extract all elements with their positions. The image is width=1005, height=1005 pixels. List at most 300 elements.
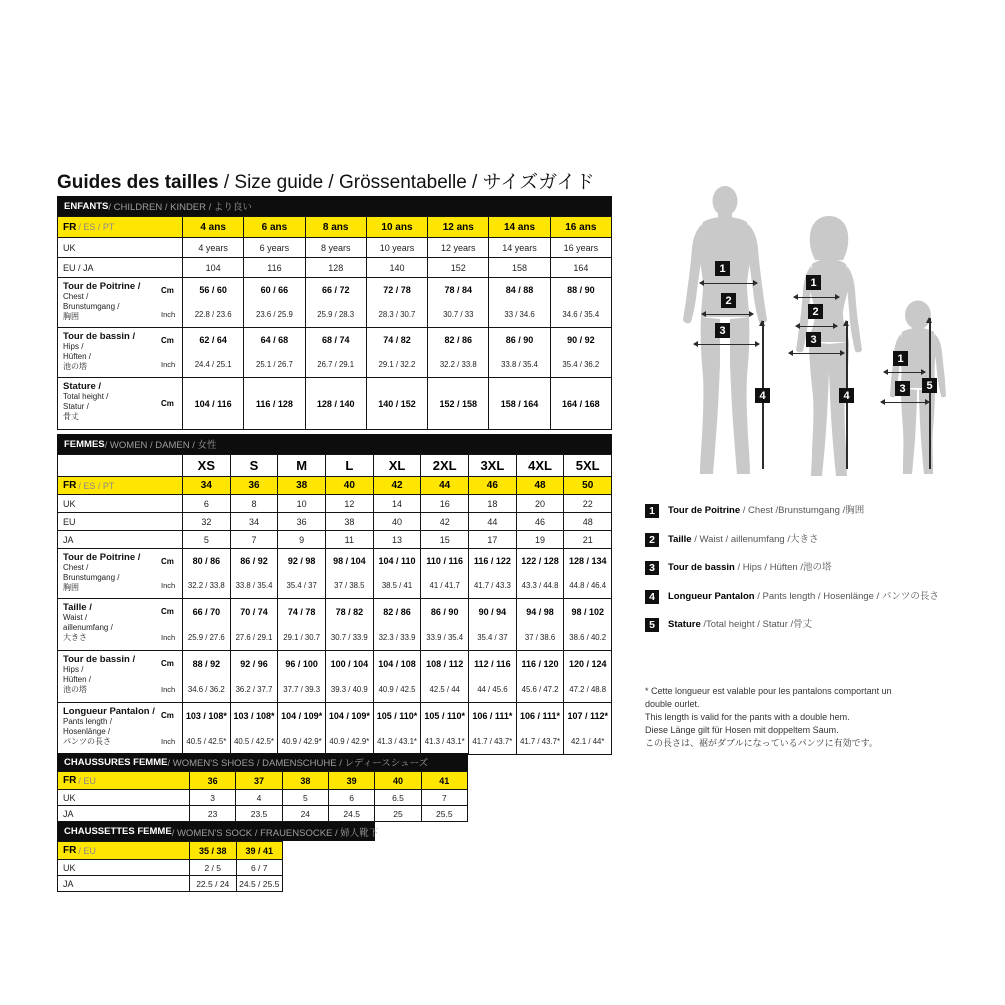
cm-value-cell: 112 / 116: [468, 651, 516, 677]
inch-value-cell: 38.6 / 40.2: [563, 625, 611, 651]
row-label: UK: [63, 862, 76, 873]
children-table-header-bar: [57, 196, 612, 216]
cm-value-cell: 110 / 116: [420, 549, 468, 574]
inch-value-cell: 28.3 / 30.7: [366, 303, 427, 328]
size-cell: 15: [420, 531, 468, 548]
cm-value-cell: 104 / 116: [182, 378, 243, 429]
measure-label-line: Brunstumgang /: [63, 302, 120, 311]
unit-label: Inch: [161, 632, 176, 642]
cm-value-cell: 74 / 82: [366, 328, 427, 353]
size-cell: 12: [325, 495, 373, 512]
size-cell: 42: [420, 513, 468, 530]
size-cell: 23.5: [235, 806, 281, 821]
inch-value-cell: 34.6 / 36.2: [182, 677, 230, 703]
inch-value-cell: 41.7 / 43.3: [468, 574, 516, 599]
child-hips-marker: 3: [895, 381, 910, 396]
inch-value-cell: 25.1 / 26.7: [243, 353, 304, 378]
cm-value-cell: 98 / 102: [563, 599, 611, 625]
legend-item-stature: [645, 618, 975, 632]
row-label-rest: / EU: [78, 775, 96, 786]
legend-number-badge: 2: [645, 533, 659, 547]
inch-value-cell: 24.4 / 25.1: [182, 353, 243, 378]
inch-value-cell: 35.4 / 36.2: [550, 353, 611, 378]
size-cell: 16 years: [550, 238, 611, 257]
measure-title: Tour de bassin /: [63, 331, 136, 342]
cm-value-cell: 105 / 110*: [373, 703, 421, 729]
cm-value-cell: 62 / 64: [182, 328, 243, 353]
size-cell: 6: [182, 495, 230, 512]
cm-value-cell: 94 / 98: [516, 599, 564, 625]
size-cell: 16: [420, 495, 468, 512]
footnote-line: double ourlet.: [645, 699, 700, 709]
size-cell: 5: [182, 531, 230, 548]
inch-value-cell: 32.2 / 33.8: [182, 574, 230, 599]
size-cell: 10 ans: [366, 217, 427, 237]
size-cell: 34: [182, 477, 230, 494]
measure-label-line: Brunstumgang /: [63, 573, 120, 582]
inch-value-cell: 41.3 / 43.1*: [373, 729, 421, 755]
size-cell: 4XL: [516, 455, 564, 476]
measure-title: Longueur Pantalon /: [63, 706, 155, 717]
size-cell: 6: [328, 790, 374, 805]
table-title-translations: / WOMEN'S SHOES / DAMENSCHUHE / レディースシューズ: [167, 758, 429, 769]
woman-waist-line: [796, 326, 837, 327]
measure-label-line: Statur /: [63, 402, 89, 411]
unit-label: Cm: [161, 399, 174, 408]
size-cell: 14 ans: [488, 217, 549, 237]
table-row-uk: [58, 237, 611, 257]
footnote-line: This length is valid for the pants with a double hem.: [645, 712, 850, 722]
size-cell: 7: [230, 531, 278, 548]
size-cell: 41: [421, 772, 467, 789]
table-row-uk: [58, 494, 611, 512]
table-title: CHAUSSURES FEMME: [64, 756, 168, 768]
size-cell: 46: [468, 477, 516, 494]
measure-label: [58, 328, 161, 377]
size-cell: 10 years: [366, 238, 427, 257]
size-cell: 36: [230, 477, 278, 494]
cm-value-cell: 88 / 90: [550, 278, 611, 303]
cm-value-cell: 70 / 74: [230, 599, 278, 625]
measure-label-line: 胸囲: [63, 583, 79, 592]
size-cell: 23: [189, 806, 235, 821]
woman-pants-length-marker: 4: [839, 388, 854, 403]
inch-value-cell: 35.4 / 37: [468, 625, 516, 651]
cm-value-cell: 78 / 84: [427, 278, 488, 303]
size-cell: 24: [282, 806, 328, 821]
size-cell: 152: [427, 258, 488, 277]
row-label: [58, 772, 189, 789]
inch-value-cell: 40.5 / 42.5*: [230, 729, 278, 755]
cm-value-cell: 86 / 90: [420, 599, 468, 625]
cm-value-cell: 122 / 128: [516, 549, 564, 574]
size-cell: 40: [373, 513, 421, 530]
size-cell: 6.5: [374, 790, 420, 805]
row-label: [58, 842, 189, 859]
measure-row-chest: [58, 548, 611, 598]
footnote-line: この長さは、裾がダブルになっているパンツに有効です。: [645, 738, 878, 748]
inch-value-cell: 42.1 / 44*: [563, 729, 611, 755]
inch-value-cell: 40.9 / 42.9*: [325, 729, 373, 755]
size-cell: 3XL: [468, 455, 516, 476]
inch-value-cell: 25.9 / 27.6: [182, 625, 230, 651]
table-title-translations: / WOMEN / DAMEN / 女性: [104, 440, 217, 451]
row-label: JA: [63, 808, 74, 819]
cm-value-cell: 64 / 68: [243, 328, 304, 353]
size-cell: 6 / 7: [236, 860, 283, 875]
inch-value-cell: 23.6 / 25.9: [243, 303, 304, 328]
cm-value-cell: 92 / 98: [277, 549, 325, 574]
legend-item-hips: [645, 561, 975, 575]
inch-value-cell: 37.7 / 39.3: [277, 677, 325, 703]
cm-value-cell: 82 / 86: [373, 599, 421, 625]
measure-label-line: Total height /: [63, 392, 109, 401]
row-label-empty: [58, 455, 182, 476]
size-cell: 116: [243, 258, 304, 277]
cm-value-cell: 104 / 110: [373, 549, 421, 574]
inch-value-cell: 26.7 / 29.1: [305, 353, 366, 378]
row-label: [58, 217, 182, 237]
socks-table-header-bar: [57, 822, 379, 841]
inch-value-cell: 39.3 / 40.9: [325, 677, 373, 703]
measure-label: [58, 278, 161, 327]
size-cell: XS: [182, 455, 230, 476]
size-cell: 6 years: [243, 238, 304, 257]
size-cell: 17: [468, 531, 516, 548]
measure-label-line: Chest /: [63, 563, 89, 572]
size-cell: 48: [516, 477, 564, 494]
child-hips-line: [881, 402, 929, 403]
man-chest-marker: 1: [715, 261, 730, 276]
cm-value-cell: 107 / 112*: [563, 703, 611, 729]
row-label: UK: [63, 242, 76, 253]
cm-value-cell: 164 / 168: [550, 378, 611, 429]
inch-value-cell: 29.1 / 30.7: [277, 625, 325, 651]
cm-value-cell: 90 / 92: [550, 328, 611, 353]
inch-value-cell: 40.9 / 42.5: [373, 677, 421, 703]
measure-values: [182, 599, 611, 650]
size-cell: 36: [277, 513, 325, 530]
socks-table-grid: [57, 841, 283, 892]
inch-value-cell: 34.6 / 35.4: [550, 303, 611, 328]
table-title-translations: / WOMEN'S SOCK / FRAUENSOCKE / 婦人靴下: [171, 827, 379, 839]
size-cell: 25: [374, 806, 420, 821]
measure-label-line: パンツの長さ: [63, 737, 111, 746]
inch-value-cell: 41.3 / 43.1*: [420, 729, 468, 755]
size-cell: 158: [488, 258, 549, 277]
measure-label-line: 胸囲: [63, 312, 79, 321]
size-cell: 19: [516, 531, 564, 548]
measure-row-pants-length: [58, 702, 611, 754]
measure-label-line: 大きさ: [63, 633, 87, 642]
measure-label-line: 骨丈: [63, 412, 79, 421]
size-cell: 7: [421, 790, 467, 805]
cm-value-cell: 68 / 74: [305, 328, 366, 353]
women-shoes-table: [57, 753, 468, 822]
man-waist-line: [702, 314, 753, 315]
row-label: JA: [63, 534, 74, 545]
measure-label-line: Chest /: [63, 292, 89, 301]
inch-value-cell: 29.1 / 32.2: [366, 353, 427, 378]
measure-values: [182, 378, 611, 429]
measure-title: Tour de Poitrine /: [63, 552, 141, 563]
unit-label: Inch: [161, 684, 176, 694]
legend-text: Taille / Waist / aillenumfang /大きさ: [668, 533, 819, 545]
cm-value-cell: 86 / 92: [230, 549, 278, 574]
measure-label: [58, 703, 161, 754]
table-row-sizes: [58, 455, 611, 476]
cm-value-cell: 128 / 134: [563, 549, 611, 574]
size-cell: 14 years: [488, 238, 549, 257]
legend-item-chest: [645, 504, 975, 518]
inch-value-cell: 33.8 / 35.4: [488, 353, 549, 378]
size-cell: 164: [550, 258, 611, 277]
cm-value-cell: 60 / 66: [243, 278, 304, 303]
cm-value-cell: 120 / 124: [563, 651, 611, 677]
unit-label: Inch: [161, 736, 176, 746]
inch-value-cell: 37 / 38.5: [325, 574, 373, 599]
cm-value-cell: 88 / 92: [182, 651, 230, 677]
legend-text: Longueur Pantalon / Pants length / Hosenlänge / パンツの長さ: [668, 590, 939, 602]
child-chest-marker: 1: [893, 351, 908, 366]
child-silhouette: [882, 300, 954, 480]
inch-value-cell: 43.3 / 44.8: [516, 574, 564, 599]
page-title-translations: / Size guide / Grössentabelle / サイズガイド: [218, 172, 595, 193]
row-label: [58, 477, 182, 494]
shoes-table-grid: [57, 771, 468, 822]
woman-hips-marker: 3: [806, 332, 821, 347]
size-cell: 8 years: [305, 238, 366, 257]
size-cell: 38: [325, 513, 373, 530]
cm-value-cell: 105 / 110*: [420, 703, 468, 729]
size-cell: 5: [282, 790, 328, 805]
man-pants-length-marker: 4: [755, 388, 770, 403]
size-cell: 12 years: [427, 238, 488, 257]
cm-value-cell: 82 / 86: [427, 328, 488, 353]
size-cell: 46: [516, 513, 564, 530]
size-cell: 44: [420, 477, 468, 494]
measure-title: Taille /: [63, 602, 92, 613]
cm-value-cell: 84 / 88: [488, 278, 549, 303]
size-cell: 128: [305, 258, 366, 277]
cm-value-cell: 100 / 104: [325, 651, 373, 677]
measure-values: [182, 278, 611, 327]
measure-values: [182, 703, 611, 754]
row-label-bold: FR: [63, 480, 77, 491]
unit-label: Inch: [161, 581, 176, 591]
legend-item-waist: [645, 533, 975, 547]
row-label-bold: FR: [63, 845, 77, 856]
inch-value-cell: 41.7 / 43.7*: [468, 729, 516, 755]
cm-value-cell: 152 / 158: [427, 378, 488, 429]
size-cell: 3: [189, 790, 235, 805]
measure-title: Stature /: [63, 381, 102, 392]
inch-value-cell: 44 / 45.6: [468, 677, 516, 703]
cm-value-cell: 103 / 108*: [230, 703, 278, 729]
inch-value-cell: 25.9 / 28.3: [305, 303, 366, 328]
size-cell: 32: [182, 513, 230, 530]
measure-row-hips: [58, 327, 611, 377]
children-size-table: [57, 196, 612, 430]
size-cell: 16 ans: [550, 217, 611, 237]
measure-row-chest: [58, 277, 611, 327]
size-cell: 44: [468, 513, 516, 530]
inch-value-cell: 33.9 / 35.4: [420, 625, 468, 651]
unit-label: Cm: [161, 711, 174, 721]
man-chest-line: [700, 283, 757, 284]
woman-silhouette: [782, 214, 877, 480]
measure-title: Tour de Poitrine /: [63, 281, 141, 292]
row-label: EU: [63, 516, 76, 527]
measure-values: [182, 651, 611, 702]
size-cell: 36: [189, 772, 235, 789]
measure-values: [182, 328, 611, 377]
size-cell: 11: [325, 531, 373, 548]
row-label: UK: [63, 792, 76, 803]
inch-value-cell: 22.8 / 23.6: [182, 303, 243, 328]
measure-values: [182, 549, 611, 598]
measure-label-line: Hüften /: [63, 352, 92, 361]
cm-value-cell: 104 / 109*: [325, 703, 373, 729]
woman-waist-marker: 2: [808, 304, 823, 319]
cm-value-cell: 74 / 78: [277, 599, 325, 625]
table-row-fr-sizes: [58, 476, 611, 494]
legend-number-badge: 4: [645, 590, 659, 604]
inch-value-cell: 30.7 / 33: [427, 303, 488, 328]
cm-value-cell: 116 / 122: [468, 549, 516, 574]
size-cell: 48: [563, 513, 611, 530]
size-cell: XL: [373, 455, 421, 476]
cm-value-cell: 106 / 111*: [468, 703, 516, 729]
measure-label-line: Hüften /: [63, 675, 92, 684]
size-cell: 104: [182, 258, 243, 277]
size-cell: 18: [468, 495, 516, 512]
cm-value-cell: 72 / 78: [366, 278, 427, 303]
women-table-header-bar: [57, 434, 612, 454]
inch-value-cell: 27.6 / 29.1: [230, 625, 278, 651]
cm-value-cell: 104 / 109*: [277, 703, 325, 729]
women-size-table: [57, 434, 612, 755]
size-cell: 10: [277, 495, 325, 512]
table-row-eu: [58, 512, 611, 530]
cm-value-cell: 116 / 120: [516, 651, 564, 677]
measure-row-stature: [58, 377, 611, 429]
page-title: [57, 167, 595, 194]
legend-text: Tour de bassin / Hips / Hüften /池の塔: [668, 562, 832, 573]
woman-hips-line: [789, 353, 844, 354]
table-row-euja: [58, 257, 611, 277]
size-cell: L: [325, 455, 373, 476]
row-label-rest: / ES / PT: [78, 222, 115, 232]
table-title: CHAUSSETTES FEMME: [64, 826, 172, 837]
legend-text: Tour de Poitrine / Chest /Brunstumgang /胸囲: [668, 505, 865, 516]
table-row-ja: [58, 875, 282, 891]
inch-value-cell: 41.7 / 43.7*: [516, 729, 564, 755]
inch-value-cell: 32.3 / 33.9: [373, 625, 421, 651]
measure-title: Tour de bassin /: [63, 654, 136, 665]
measure-label: [58, 378, 161, 429]
row-label-bold: FR: [63, 221, 77, 233]
cm-value-cell: 108 / 112: [420, 651, 468, 677]
table-title: ENFANTS: [64, 200, 109, 212]
woman-chest-marker: 1: [806, 275, 821, 290]
row-label-rest: / ES / PT: [78, 480, 115, 491]
cm-value-cell: 140 / 152: [366, 378, 427, 429]
unit-label: Cm: [161, 607, 174, 617]
size-cell: 4 ans: [182, 217, 243, 237]
size-cell: 13: [373, 531, 421, 548]
children-table-grid: [57, 216, 612, 430]
legend-number-badge: 5: [645, 618, 659, 632]
size-cell: 22.5 / 24: [189, 876, 236, 891]
inch-value-cell: 44.8 / 46.4: [563, 574, 611, 599]
unit-label: Cm: [161, 556, 174, 566]
cm-value-cell: 106 / 111*: [516, 703, 564, 729]
cm-value-cell: 90 / 94: [468, 599, 516, 625]
size-cell: 2XL: [420, 455, 468, 476]
measure-row-hips: [58, 650, 611, 702]
inch-value-cell: 32.2 / 33.8: [427, 353, 488, 378]
inch-value-cell: 40.9 / 42.9*: [277, 729, 325, 755]
size-cell: 42: [373, 477, 421, 494]
size-cell: 2 / 5: [189, 860, 236, 875]
cm-value-cell: 103 / 108*: [182, 703, 230, 729]
man-hips-marker: 3: [715, 323, 730, 338]
row-label: JA: [63, 878, 74, 889]
inch-value-cell: 35.4 / 37: [277, 574, 325, 599]
footnote-line: Diese Länge gilt für Hosen mit doppeltem Saum.: [645, 725, 839, 735]
cm-value-cell: 56 / 60: [182, 278, 243, 303]
cm-value-cell: 80 / 86: [182, 549, 230, 574]
measure-label-line: 池の塔: [63, 685, 87, 694]
inch-value-cell: 40.5 / 42.5*: [182, 729, 230, 755]
cm-value-cell: 128 / 140: [305, 378, 366, 429]
unit-label: Cm: [161, 335, 174, 345]
measure-label: [58, 599, 161, 650]
measure-label-line: 池の塔: [63, 362, 87, 371]
inch-value-cell: 36.2 / 37.7: [230, 677, 278, 703]
table-row-ja: [58, 530, 611, 548]
unit-label: Cm: [161, 285, 174, 295]
cm-value-cell: 104 / 108: [373, 651, 421, 677]
size-cell: 20: [516, 495, 564, 512]
inch-value-cell: 37 / 38.6: [516, 625, 564, 651]
table-row-fr-sizes: [58, 217, 611, 237]
row-label-rest: / EU: [78, 845, 96, 856]
child-stature-line: [929, 318, 931, 469]
legend-text: Stature /Total height / Statur /骨丈: [668, 619, 813, 630]
size-cell: 35 / 38: [189, 842, 236, 859]
measure-label-line: Hosenlänge /: [63, 727, 111, 736]
woman-chest-line: [794, 297, 839, 298]
measure-label-line: aillenumfang /: [63, 623, 113, 632]
size-cell: 40: [374, 772, 420, 789]
measure-label-line: Pants length /: [63, 717, 112, 726]
size-cell: 6 ans: [243, 217, 304, 237]
inch-value-cell: 42.5 / 44: [420, 677, 468, 703]
size-cell: 24.5: [328, 806, 374, 821]
legend-item-pants-length: [645, 590, 975, 604]
size-cell: 9: [277, 531, 325, 548]
table-row-uk: [58, 789, 467, 805]
measure-label: [58, 651, 161, 702]
cm-value-cell: 92 / 96: [230, 651, 278, 677]
inch-value-cell: 38.5 / 41: [373, 574, 421, 599]
cm-value-cell: 158 / 164: [488, 378, 549, 429]
size-cell: 24.5 / 25.5: [236, 876, 283, 891]
page-title-main: Guides des tailles: [57, 172, 219, 193]
size-cell: 25.5: [421, 806, 467, 821]
